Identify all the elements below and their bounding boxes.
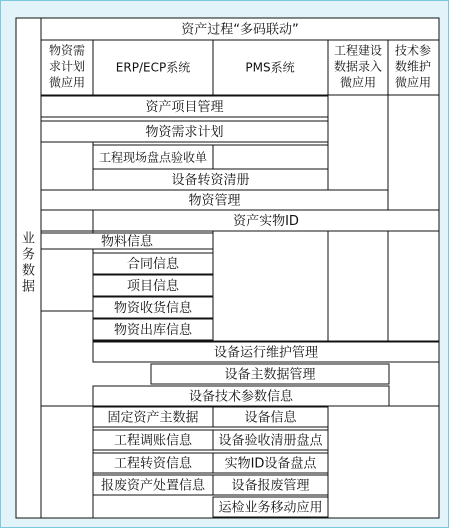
tech-mid-block	[388, 231, 439, 341]
bar-tech-params-label: 设备技术参数信息	[188, 389, 294, 405]
bar-equipment-transfer-label: 设备转资清册	[171, 173, 250, 188]
bottom-right-column	[328, 406, 439, 518]
side-label-char: 据	[21, 279, 36, 295]
bar-acceptance-inventory-label: 设备验收清册盘点	[218, 433, 323, 449]
bar-outbound-info-label: 物资出库信息	[113, 323, 193, 338]
project-app-line: 工程建设	[333, 43, 383, 58]
bar-transfer-info-label: 工程转资信息	[113, 456, 193, 472]
project-app-line: 数据录入	[333, 59, 383, 74]
pms-label: PMS系统	[245, 60, 295, 75]
bar-contract-info-label: 合同信息	[126, 257, 180, 272]
bar-account-adjust-label: 工程调账信息	[113, 433, 193, 449]
bar-receiving-info-label: 物资收货信息	[113, 301, 193, 316]
bar-fixed-asset-label: 固定资产主数据	[107, 410, 199, 426]
material-app-line: 物资需	[48, 43, 86, 58]
side-label-char: 业	[21, 231, 36, 247]
bar-project-info-label: 项目信息	[126, 279, 180, 294]
bar-asset-physical-id-label: 资产实物ID	[233, 214, 299, 229]
col-tech-app-body	[388, 95, 439, 210]
bar-equipment-info-label: 设备信息	[244, 410, 297, 426]
bar-asset-project-label: 资产项目管理	[145, 100, 224, 115]
bar-material-mgmt-label: 物资管理	[188, 193, 241, 209]
bar-site-inventory-label: 工程现场盘点验收单	[98, 150, 208, 165]
material-app-line: 求计划	[48, 59, 86, 74]
side-label-char: 数	[21, 263, 36, 279]
pms-mid-block	[213, 231, 328, 341]
bottom-left-column	[41, 406, 93, 518]
tech-app-line: 数维护	[394, 59, 432, 74]
bar-material-info-label: 物料信息	[100, 234, 154, 250]
pms-gap-block	[213, 145, 328, 169]
bar-mobile-app-label: 运检业务移动应用	[218, 500, 323, 516]
business-data-diagram	[1, 1, 450, 529]
bar-scrap-mgmt-label: 设备报废管理	[231, 478, 310, 494]
bar-id-inventory-label: 实物ID设备盘点	[224, 456, 317, 472]
title-cell-label: 资产过程“多码联动”	[181, 22, 299, 38]
left-gap-block	[41, 142, 93, 190]
bar-material-plan-label: 物资需求计划	[145, 125, 224, 140]
erp-label: ERP/ECP系统	[115, 60, 191, 75]
material-app-line: 微应用	[48, 75, 86, 90]
project-app-line: 微应用	[339, 75, 377, 90]
side-label-char: 务	[21, 247, 36, 263]
project-mid-block	[328, 231, 388, 341]
bar-master-data-label: 设备主数据管理	[224, 367, 316, 383]
bar-operation-maintenance-label: 设备运行维护管理	[213, 345, 319, 361]
tech-app-line: 微应用	[394, 75, 432, 90]
bar-scrap-disposal-label: 报废资产处置信息	[100, 478, 206, 494]
tech-app-line: 技术参	[394, 43, 432, 58]
